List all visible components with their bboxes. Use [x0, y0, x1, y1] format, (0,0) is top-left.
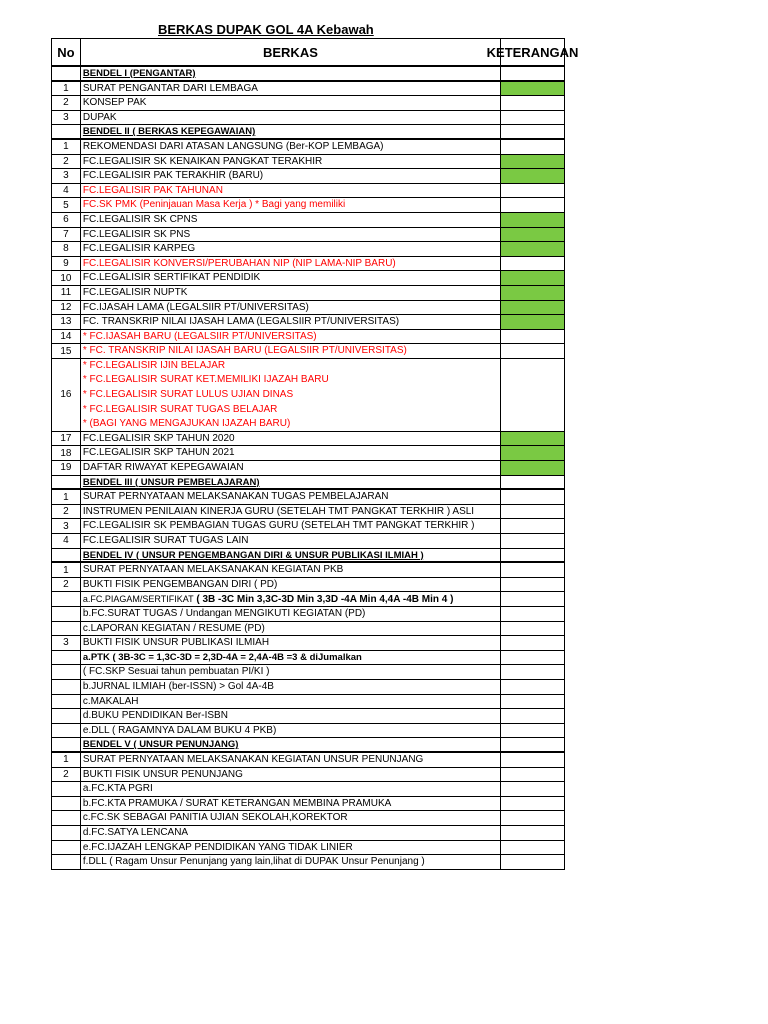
row-subline: * FC.LEGALISIR SURAT TUGAS BELAJAR [82, 403, 278, 415]
keterangan-cell[interactable] [501, 855, 564, 869]
row-text: c.FC.SK SEBAGAI PANITIA UJIAN SEKOLAH,KOREKTOR [81, 811, 501, 825]
table-row [52, 680, 564, 695]
keterangan-cell[interactable] [501, 140, 564, 154]
table-row [52, 140, 564, 155]
header-berkas: BERKAS [81, 39, 501, 65]
row-text: FC.LEGALISIR KONVERSI/PERUBAHAN NIP (NIP LAMA-NIP BARU) [81, 257, 501, 271]
row-number: 16 [52, 359, 81, 431]
table-row [52, 782, 564, 797]
row-subline: * FC.LEGALISIR SURAT KET.MEMILIKI IJAZAH BARU [82, 374, 329, 386]
table-row [52, 505, 564, 520]
row-number [52, 651, 81, 665]
row-number [52, 695, 81, 709]
row-number: 2 [52, 96, 81, 110]
row-number [52, 855, 81, 869]
table-row [52, 184, 564, 199]
table-row [52, 461, 564, 476]
keterangan-cell[interactable] [501, 563, 564, 577]
row-text: b.FC.KTA PRAMUKA / SURAT KETERANGAN MEMBINA PRAMUKA [81, 797, 501, 811]
row-text: * FC.IJASAH BARU (LEGALSIIR PT/UNIVERSITAS) [81, 330, 501, 344]
keterangan-cell[interactable] [501, 519, 564, 533]
row-number: 2 [52, 505, 81, 519]
row-text: DUPAK [81, 111, 501, 125]
keterangan-cell[interactable] [501, 607, 564, 621]
row-number: 14 [52, 330, 81, 344]
section-row [52, 125, 564, 140]
keterangan-cell[interactable] [501, 505, 564, 519]
table-row [52, 271, 564, 286]
keterangan-cell[interactable] [501, 768, 564, 782]
section-row [52, 476, 564, 491]
header-keterangan-label: KETERANGAN [486, 44, 579, 60]
table-row [52, 359, 564, 432]
row-text: FC.LEGALISIR SK CPNS [81, 213, 501, 227]
table-row [52, 841, 564, 856]
row-text: FC.IJASAH LAMA (LEGALSIIR PT/UNIVERSITAS) [81, 301, 501, 315]
keterangan-cell[interactable] [501, 111, 564, 125]
table-row [52, 622, 564, 637]
table-row [52, 432, 564, 447]
row-text: a.FC.KTA PGRI [81, 782, 501, 796]
row-number: 9 [52, 257, 81, 271]
keterangan-cell[interactable] [501, 782, 564, 796]
row-text: SURAT PERNYATAAN MELAKSANAKAN KEGIATAN PKB [81, 563, 501, 577]
row-number: 2 [52, 768, 81, 782]
row-text: FC.LEGALISIR SERTIFIKAT PENDIDIK [81, 271, 501, 285]
section-row [52, 549, 564, 564]
section-title: BENDEL III ( UNSUR PEMBELAJARAN) [81, 476, 501, 489]
row-text: FC. TRANSKRIP NILAI IJASAH LAMA (LEGALSIIR PT/UNIVERSITAS) [81, 315, 501, 329]
row-text: FC.LEGALISIR PAK TAHUNAN [81, 184, 501, 198]
row-text: DAFTAR RIWAYAT KEPEGAWAIAN [81, 461, 501, 475]
row-text-extra: ( 3B -3C Min 3,3C-3D Min 3,3D -4A Min 4,4A -4B Min 4 ) [193, 594, 454, 606]
row-text: e.FC.IJAZAH LENGKAP PENDIDIKAN YANG TIDAK LINIER [81, 841, 501, 855]
row-number: 4 [52, 184, 81, 198]
row-text: b.FC.SURAT TUGAS / Undangan MENGIKUTI KEGIATAN (PD) [81, 607, 501, 621]
row-number [52, 797, 81, 811]
table-row [52, 257, 564, 272]
keterangan-cell-checked[interactable] [501, 213, 564, 227]
table-row [52, 695, 564, 710]
row-number: 1 [52, 563, 81, 577]
row-text: c.MAKALAH [81, 695, 501, 709]
table-row [52, 111, 564, 126]
table-row [52, 315, 564, 330]
row-text: * FC. TRANSKRIP NILAI IJASAH BARU (LEGALSIIR PT/UNIVERSITAS) [81, 344, 501, 358]
row-text: ( FC.SKP Sesuai tahun pembuatan PI/KI ) [81, 665, 501, 679]
table-row [52, 651, 564, 666]
keterangan-cell[interactable] [501, 680, 564, 694]
table-row [52, 446, 564, 461]
keterangan-cell[interactable] [501, 184, 564, 198]
table-row [52, 563, 564, 578]
row-text: FC.LEGALISIR PAK TERAKHIR (BARU) [81, 169, 501, 183]
row-text: e.DLL ( RAGAMNYA DALAM BUKU 4 PKB) [81, 724, 501, 738]
row-number [52, 782, 81, 796]
row-number: 15 [52, 344, 81, 358]
row-text: FC.LEGALISIR SK KENAIKAN PANGKAT TERAKHIR [81, 155, 501, 169]
keterangan-cell[interactable] [501, 797, 564, 811]
keterangan-cell[interactable] [501, 344, 564, 358]
keterangan-cell-checked[interactable] [501, 242, 564, 256]
row-number: 6 [52, 213, 81, 227]
row-text: d.FC.SATYA LENCANA [81, 826, 501, 840]
row-number [52, 709, 81, 723]
row-text: INSTRUMEN PENILAIAN KINERJA GURU (SETELAH TMT PANGKAT TERKHIR ) ASLI [81, 505, 501, 519]
row-number [52, 607, 81, 621]
row-number: 7 [52, 228, 81, 242]
row-number [52, 622, 81, 636]
keterangan-cell-checked[interactable] [501, 155, 564, 169]
keterangan-cell-checked[interactable] [501, 315, 564, 329]
table-row [52, 592, 564, 607]
keterangan-cell[interactable] [501, 738, 564, 751]
section-title: BENDEL IV ( UNSUR PENGEMBANGAN DIRI & UNSUR PUBLIKASI ILMIAH ) [81, 549, 501, 562]
row-number: 13 [52, 315, 81, 329]
row-number: 11 [52, 286, 81, 300]
keterangan-cell[interactable] [501, 665, 564, 679]
table-row [52, 242, 564, 257]
table-row [52, 155, 564, 170]
keterangan-cell[interactable] [501, 125, 564, 138]
row-number: 8 [52, 242, 81, 256]
table-row [52, 768, 564, 783]
keterangan-cell-checked[interactable] [501, 286, 564, 300]
table-row [52, 811, 564, 826]
row-number: 5 [52, 198, 81, 212]
keterangan-cell[interactable] [501, 578, 564, 592]
table-row [52, 96, 564, 111]
keterangan-cell[interactable] [501, 826, 564, 840]
row-number [52, 125, 81, 138]
keterangan-cell[interactable] [501, 753, 564, 767]
table-row [52, 855, 564, 870]
row-text: FC.LEGALISIR SKP TAHUN 2020 [81, 432, 501, 446]
keterangan-cell[interactable] [501, 709, 564, 723]
row-number [52, 826, 81, 840]
row-text: SURAT PERNYATAAN MELAKSANAKAN TUGAS PEMBELAJARAN [81, 490, 501, 504]
row-text: d.BUKU PENDIDIKAN Ber-ISBN [81, 709, 501, 723]
section-title: BENDEL I (PENGANTAR) [81, 67, 501, 80]
row-subline: * (BAGI YANG MENGAJUKAN IJAZAH BARU) [82, 418, 291, 430]
row-subline: * FC.LEGALISIR SURAT LULUS UJIAN DINAS [82, 389, 294, 401]
keterangan-cell[interactable] [501, 330, 564, 344]
keterangan-cell[interactable] [501, 724, 564, 738]
keterangan-cell[interactable] [501, 359, 564, 431]
keterangan-cell-checked[interactable] [501, 271, 564, 285]
section-row [52, 738, 564, 753]
keterangan-cell-checked[interactable] [501, 446, 564, 460]
row-text: SURAT PENGANTAR DARI LEMBAGA [81, 82, 501, 96]
row-text: FC.LEGALISIR SKP TAHUN 2021 [81, 446, 501, 460]
row-text: FC.SK PMK (Peninjauan Masa Kerja ) * Bagi yang memiliki [81, 198, 501, 212]
row-number: 1 [52, 140, 81, 154]
page-title: BERKAS DUPAK GOL 4A Kebawah [158, 22, 374, 37]
row-number [52, 476, 81, 489]
row-number [52, 811, 81, 825]
table-row [52, 330, 564, 345]
row-number [52, 680, 81, 694]
row-number: 3 [52, 519, 81, 533]
row-text: FC.LEGALISIR KARPEG [81, 242, 501, 256]
row-number: 3 [52, 636, 81, 650]
row-text: BUKTI FISIK PENGEMBANGAN DIRI ( PD) [81, 578, 501, 592]
table-row [52, 169, 564, 184]
row-text: FC.LEGALISIR SK PNS [81, 228, 501, 242]
table-row [52, 578, 564, 593]
row-number: 1 [52, 753, 81, 767]
keterangan-cell[interactable] [501, 96, 564, 110]
table-row [52, 198, 564, 213]
row-text: BUKTI FISIK UNSUR PENUNJANG [81, 768, 501, 782]
table-row [52, 82, 564, 97]
keterangan-cell-checked[interactable] [501, 461, 564, 475]
table-row [52, 301, 564, 316]
table-row [52, 636, 564, 651]
keterangan-cell[interactable] [501, 695, 564, 709]
keterangan-cell[interactable] [501, 651, 564, 665]
row-number [52, 549, 81, 562]
table-row [52, 826, 564, 841]
row-text: BUKTI FISIK UNSUR PUBLIKASI ILMIAH [81, 636, 501, 650]
keterangan-cell-checked[interactable] [501, 301, 564, 315]
keterangan-cell[interactable] [501, 841, 564, 855]
document-table [51, 67, 565, 870]
table-row [52, 534, 564, 549]
section-title: BENDEL V ( UNSUR PENUNJANG) [81, 738, 501, 751]
row-number: 18 [52, 446, 81, 460]
keterangan-cell[interactable] [501, 476, 564, 489]
row-text-main: a.FC.PIAGAM/SERTIFIKAT [82, 594, 194, 605]
keterangan-cell-checked[interactable] [501, 169, 564, 183]
keterangan-cell[interactable] [501, 198, 564, 212]
table-row [52, 607, 564, 622]
table-row [52, 797, 564, 812]
row-number: 2 [52, 578, 81, 592]
row-number: 3 [52, 169, 81, 183]
row-number: 10 [52, 271, 81, 285]
row-number: 19 [52, 461, 81, 475]
row-number: 1 [52, 82, 81, 96]
table-row [52, 490, 564, 505]
keterangan-cell[interactable] [501, 549, 564, 562]
table-row [52, 519, 564, 534]
row-number [52, 738, 81, 751]
keterangan-cell-checked[interactable] [501, 432, 564, 446]
keterangan-cell[interactable] [501, 622, 564, 636]
row-text: FC.LEGALISIR SURAT TUGAS LAIN [81, 534, 501, 548]
row-number [52, 67, 81, 80]
table-row [52, 724, 564, 739]
keterangan-cell[interactable] [501, 534, 564, 548]
section-title: BENDEL II ( BERKAS KEPEGAWAIAN) [81, 125, 501, 138]
row-number [52, 592, 81, 606]
row-text [81, 592, 501, 606]
table-row [52, 286, 564, 301]
header-no: No [52, 39, 81, 65]
row-number: 3 [52, 111, 81, 125]
table-row [52, 213, 564, 228]
keterangan-cell[interactable] [501, 257, 564, 271]
table-row [52, 344, 564, 359]
row-text: f.DLL ( Ragam Unsur Penunjang yang lain,lihat di DUPAK Unsur Penunjang ) [81, 855, 501, 869]
table-row [52, 753, 564, 768]
keterangan-cell-checked[interactable] [501, 228, 564, 242]
table-row [52, 665, 564, 680]
row-number: 2 [52, 155, 81, 169]
row-text: KONSEP PAK [81, 96, 501, 110]
table-row [52, 228, 564, 243]
row-number: 17 [52, 432, 81, 446]
keterangan-cell-checked[interactable] [501, 82, 564, 96]
row-text: b.JURNAL ILMIAH (ber-ISSN) > Gol 4A-4B [81, 680, 501, 694]
row-number [52, 724, 81, 738]
row-text: a.PTK ( 3B-3C = 1,3C-3D = 2,3D-4A = 2,4A-4B =3 & diJumalkan [81, 651, 501, 665]
row-text: FC.LEGALISIR SK PEMBAGIAN TUGAS GURU (SETELAH TMT PANGKAT TERKHIR ) [81, 519, 501, 533]
keterangan-cell[interactable] [501, 811, 564, 825]
header-keterangan [486, 39, 579, 65]
keterangan-cell[interactable] [501, 490, 564, 504]
table-header [51, 38, 579, 67]
row-number: 1 [52, 490, 81, 504]
row-text: SURAT PERNYATAAN MELAKSANAKAN KEGIATAN UNSUR PENUNJANG [81, 753, 501, 767]
row-subline: * FC.LEGALISIR IJIN BELAJAR [82, 359, 226, 371]
row-text [81, 359, 501, 431]
table-row [52, 709, 564, 724]
keterangan-cell[interactable] [501, 592, 564, 606]
row-number [52, 841, 81, 855]
row-number: 12 [52, 301, 81, 315]
keterangan-cell[interactable] [501, 67, 564, 80]
row-number: 4 [52, 534, 81, 548]
section-row [52, 67, 564, 82]
row-text: REKOMENDASI DARI ATASAN LANGSUNG (Ber-KOP LEMBAGA) [81, 140, 501, 154]
row-text: c.LAPORAN KEGIATAN / RESUME (PD) [81, 622, 501, 636]
keterangan-cell[interactable] [501, 636, 564, 650]
row-text: FC.LEGALISIR NUPTK [81, 286, 501, 300]
row-number [52, 665, 81, 679]
